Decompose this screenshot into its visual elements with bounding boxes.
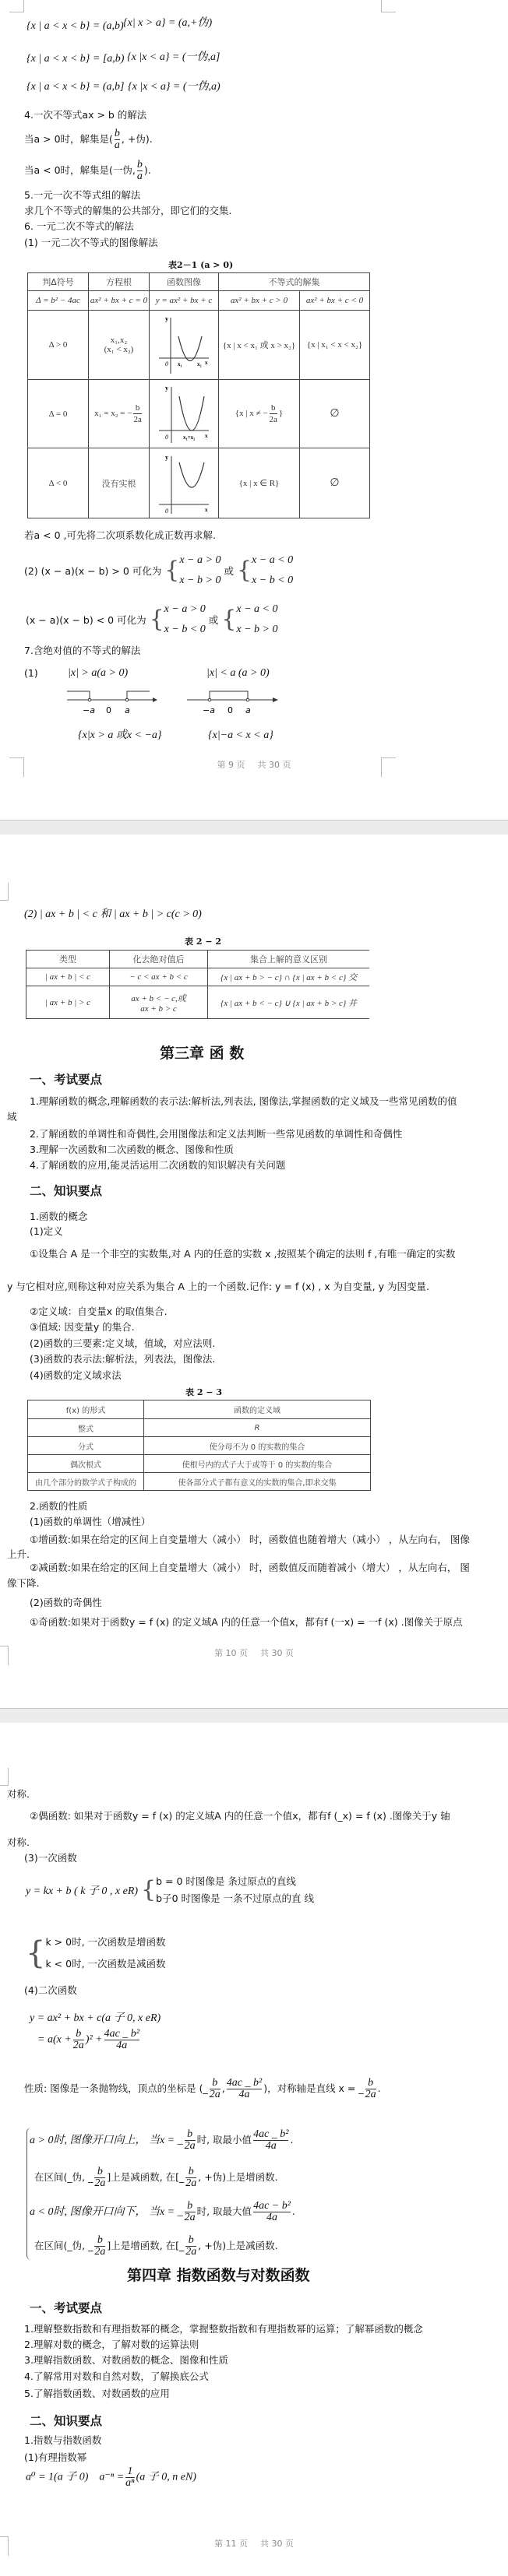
subheader-cell: ax² + bx + c > 0 bbox=[219, 291, 300, 311]
section-heading: 二、知识要点 bbox=[30, 2413, 103, 2428]
chapter-title: 第四章 指数函数与对数函数 bbox=[127, 2267, 310, 2284]
corner-mark bbox=[0, 1646, 9, 1665]
solution-line bbox=[24, 160, 151, 182]
subsection-title: (3)一次函数 bbox=[24, 1852, 77, 1864]
section-title: 4.一次不等式ax > b 的解法 bbox=[24, 109, 147, 121]
svg-text:a: a bbox=[125, 705, 130, 715]
subheader-cell: ax² + bx + c = 0 bbox=[89, 291, 150, 311]
meaning: {x | ax + b > − c} ∩ {x | ax + b < c} 交 bbox=[208, 968, 370, 986]
table-row bbox=[28, 311, 370, 380]
form: 偶次根式 bbox=[28, 1455, 144, 1473]
case-a-negative: a < 0时, 图像开口向下， 当x = _ $\frac{b}{2a}$ 时, 取最大值 $\frac{\text{4ac − b²}}{4a}$ . bbox=[30, 2200, 295, 2223]
header-cell: 方程根 bbox=[89, 273, 150, 291]
svg-text:y: y bbox=[165, 453, 168, 461]
type: | ax + b | < c bbox=[26, 968, 110, 986]
svg-text:x₁: x₁ bbox=[178, 361, 182, 367]
subsection-title: 1.指数与指数函数 bbox=[24, 2434, 102, 2446]
corner-mark bbox=[0, 1768, 9, 1786]
paragraph: 像下降. bbox=[7, 1577, 40, 1589]
delta-sign: Δ = 0 bbox=[28, 380, 89, 448]
set-formula: {x | a < x < b} = (a,b) bbox=[26, 20, 124, 32]
abs-form-title: (2) | ax + b | < c 和 | ax + b | > c(c > 0) bbox=[24, 908, 202, 920]
parabola-properties: 性质: 图像是一条抛物线，顶点的坐标是 (_ $\frac{b}{2a}$ , $\frac{\text{4ac \_ b²}}{4a}$ )，对称轴是直线 x = _ $\frac{b}{2a}$ . bbox=[24, 2077, 381, 2100]
list-item: 域 bbox=[7, 1111, 17, 1123]
paragraph: 若a < 0 ,可先将二次项系数化成正数再求解. bbox=[24, 529, 216, 541]
table-row bbox=[26, 986, 370, 1019]
subsection-title: (1) 一元二次不等式的图像解法 bbox=[24, 237, 158, 248]
paragraph: (2)函数的三要素:定义域，值域，对应法则. bbox=[30, 1337, 216, 1349]
svg-text:x: x bbox=[205, 360, 208, 366]
solution-lt: ∅ bbox=[300, 448, 370, 518]
set-formula: {x | a < x < b} = [a,b) bbox=[26, 53, 125, 65]
domain: R bbox=[144, 1419, 371, 1437]
section-title: 7.含绝对值的不等式的解法 bbox=[24, 645, 141, 656]
set-formula: {x| x > a} = (a,+伪) bbox=[123, 17, 213, 29]
table-row bbox=[28, 1455, 371, 1473]
abs-inequality-table bbox=[26, 950, 369, 1019]
table-row bbox=[28, 380, 370, 448]
parabola-curve bbox=[179, 396, 204, 431]
list-item: 4.了解常用对数和自然对数，了解换底公式 bbox=[24, 2370, 209, 2382]
header-cell: 判Δ符号 bbox=[28, 273, 89, 291]
case-a-negative-intervals: 在区间(_伪, _ $\frac{b}{2a}$ ]上是增函数, 在[_ $\frac{b}{2a}$ , +伪)上是减函数. bbox=[34, 2234, 278, 2258]
header-cell: f(x) 的形式 bbox=[28, 1400, 144, 1419]
corner-mark bbox=[0, 2536, 9, 2556]
list-item: 2.理解对数的概念，了解对数的运算法则 bbox=[24, 2339, 199, 2350]
set-formula: {x | a < x < b} = (a,b] bbox=[26, 81, 125, 93]
roots: x₁,x₂ (x₁ < x₂) bbox=[89, 311, 150, 380]
table-row bbox=[26, 968, 370, 986]
paragraph: (4)函数的定义域求法 bbox=[30, 1369, 122, 1381]
subheader-cell: y = ax² + bx + c bbox=[150, 291, 219, 311]
header-cell: 不等式的解集 bbox=[219, 273, 370, 291]
table-row bbox=[28, 1473, 371, 1491]
form: 分式 bbox=[28, 1437, 144, 1455]
paragraph: 求几个不等式的解集的公共部分，即它们的交集. bbox=[24, 205, 232, 216]
table-row bbox=[28, 448, 370, 518]
solution-gt: {x | x < x₁ 或 x > x₂} bbox=[219, 311, 300, 380]
case-a-positive: a > 0时, 图像开口向上， 当x = _ $\frac{b}{2a}$ 时, 取最小值 $\frac{\text{4ac \_ b²}}{4a}$ . bbox=[30, 2128, 294, 2152]
subsection-title: (1)有理指数幂 bbox=[24, 2451, 87, 2463]
section-heading: 二、知识要点 bbox=[30, 1183, 103, 1198]
page-gap bbox=[0, 820, 508, 835]
paragraph: 对称. bbox=[7, 1836, 30, 1848]
list-item: 3.理解一次函数和二次函数的概念、图像和性质 bbox=[30, 1144, 234, 1155]
solution-gt: {x | x ∈ R} bbox=[219, 448, 300, 518]
chapter-title: 第三章 函 数 bbox=[160, 1045, 245, 1062]
after: ax + b < − c,或 ax + b > c bbox=[110, 986, 208, 1019]
corner-mark bbox=[9, 757, 24, 777]
page-9 bbox=[0, 0, 508, 820]
parabola-curve bbox=[178, 336, 202, 361]
paragraph: ①设集合 A 是一个非空的实数集,对 A 内的任意的实数 x ,按照某个确定的法则 f ,有唯一确定的实数 bbox=[30, 1248, 456, 1260]
table-row bbox=[28, 1437, 371, 1455]
table-caption: 表 2 − 3 bbox=[185, 1387, 223, 1397]
subsection-title: 2.函数的性质 bbox=[30, 1500, 88, 1512]
corner-mark bbox=[0, 883, 9, 901]
product-gt-rule: (2) (x − a)(x − b) > 0 可化为 { x − a > 0 x − b > 0 或 { x − a < 0 x − b < 0 bbox=[24, 554, 294, 586]
svg-text:y: y bbox=[165, 315, 168, 322]
list-item: 3.理解指数函数、对数函数的概念、图像和性质 bbox=[24, 2354, 228, 2366]
corner-mark bbox=[381, 757, 396, 777]
fraction: $\frac{b}{a}$ bbox=[136, 159, 143, 182]
product-lt-rule: (x − a)(x − b) < 0 可化为 { x − a > 0 x − b < 0 或 { x − a < 0 x − b > 0 bbox=[26, 603, 278, 635]
svg-text:0: 0 bbox=[228, 705, 233, 715]
domain: 使根号内的式子大于或等于 0 的实数的集合 bbox=[144, 1455, 371, 1473]
svg-text:−a: −a bbox=[203, 705, 215, 715]
type: | ax + b | > c bbox=[26, 986, 110, 1019]
table-row bbox=[28, 1419, 371, 1437]
set-formula: {x |x < a} = (一伪,a] bbox=[127, 51, 220, 63]
quadratic-inequality-table bbox=[27, 272, 370, 518]
subsection-title: 1.函数的概念 bbox=[30, 1211, 88, 1222]
list-item: 5.了解指数函数、对数函数的应用 bbox=[24, 2388, 170, 2399]
case-a-positive-intervals: 在区间(_伪, _ $\frac{b}{2a}$ ]上是减函数, 在[_ $\frac{b}{2a}$ , +伪)上是增函数. bbox=[34, 2166, 278, 2189]
paragraph: ①奇函数:如果对于函数y = f (x) 的定义域A 内的任意一个值x，都有f (一x) = 一f (x) .图像关于原点 bbox=[30, 1616, 463, 1628]
paragraph: 上升. bbox=[7, 1548, 30, 1560]
paragraph: ②偶函数: 如果对于函数y = f (x) 的定义域A 内的任意一个值x，都有f (_x) = f (x) .图像关于y 轴 bbox=[30, 1810, 450, 1822]
domain-table bbox=[27, 1400, 371, 1491]
svg-text:0: 0 bbox=[165, 360, 168, 367]
subsection-title: (4)二次函数 bbox=[24, 1984, 77, 1996]
abs-gt-solution: {x|x > a 或x < −a} bbox=[78, 729, 162, 741]
header-cell: 化去绝对值后 bbox=[110, 951, 208, 968]
graph-cell bbox=[150, 380, 219, 448]
section-title: 5.一元一次不等式组的解法 bbox=[24, 189, 141, 201]
after: − c < ax + b < c bbox=[110, 968, 208, 986]
svg-text:y: y bbox=[165, 384, 168, 392]
subsection-title: (2)函数的奇偶性 bbox=[30, 1597, 102, 1608]
corner-mark bbox=[381, 0, 396, 12]
svg-text:x₁=x₂: x₁=x₂ bbox=[183, 434, 196, 441]
page-footer: 第 10 页 共 30 页 bbox=[214, 1648, 294, 1658]
parabola-one-root-graph bbox=[150, 381, 218, 448]
solution-lt: {x | x₁ < x < x₂} bbox=[300, 311, 370, 380]
text: 当a > 0时，解集是( bbox=[24, 133, 113, 145]
text: 当a < 0时，解集是(一伪, bbox=[24, 164, 136, 176]
page-footer: 第 11 页 共 30 页 bbox=[214, 2539, 294, 2549]
roots: 没有实根 bbox=[89, 448, 150, 518]
abs-lt-title: |x| < a (a > 0) bbox=[206, 667, 270, 679]
page-11 bbox=[0, 1723, 508, 2576]
subheader-cell: Δ = b² − 4ac bbox=[28, 291, 89, 311]
list-item: 4.了解函数的应用,能灵活运用二次函数的知识解决有关问题 bbox=[30, 1159, 286, 1171]
paragraph: y 与它相对应,则称这种对应关系为集合 A 上的一个函数.记作: y = f (x) , x 为自变量, y 为因变量. bbox=[7, 1281, 429, 1292]
delta-sign: Δ > 0 bbox=[28, 311, 89, 380]
form: 由几个部分的数学式子构成的 bbox=[28, 1473, 144, 1491]
section-title: 6. 一元二次不等式的解法 bbox=[24, 220, 134, 232]
header-cell: 函数的定义域 bbox=[144, 1400, 371, 1419]
subheader-cell: ax² + bx + c < 0 bbox=[300, 291, 370, 311]
table-caption: 表2－1 (a > 0) bbox=[168, 260, 234, 270]
header-cell: 类型 bbox=[26, 951, 110, 968]
list-item: 1.理解函数的概念,理解函数的表示法:解析法,列表法, 图像法,掌握函数的定义域及一些常见函数的值 bbox=[30, 1095, 457, 1107]
number-line-abs-lt bbox=[187, 688, 280, 719]
svg-text:a: a bbox=[245, 705, 251, 715]
parabola-curve bbox=[179, 462, 204, 487]
solution-line bbox=[24, 128, 153, 151]
paragraph: ②减函数:如果在给定的区间上自变量增大（减小） 时，函数值反而随着减小（增大） ，从左向右， 图 bbox=[30, 1562, 470, 1573]
corner-mark bbox=[9, 0, 24, 12]
roots: x₁ = x₂ = − $\frac{b}{2a}$ bbox=[89, 380, 150, 448]
fraction: $\frac{b}{a}$ bbox=[114, 128, 120, 151]
graph-cell bbox=[150, 448, 219, 518]
section-heading: 一、考试要点 bbox=[30, 2300, 103, 2315]
page-footer: 第 9 页 共 30 页 bbox=[217, 760, 291, 770]
svg-text:0: 0 bbox=[165, 433, 168, 441]
paragraph: 对称. bbox=[7, 1788, 30, 1800]
solution-lt: ∅ bbox=[300, 380, 370, 448]
svg-text:0: 0 bbox=[165, 507, 168, 515]
exponent-rules: a⁰ = 1(a 子 0) a⁻ⁿ = $\frac{1}{\text{aⁿ}}$ (a 子 0, n eN) bbox=[26, 2465, 196, 2489]
slope-cases: { k > 0时, 一次函数是增函数 k < 0时, 一次函数是减函数 bbox=[26, 1935, 166, 1971]
section-heading: 一、考试要点 bbox=[30, 1072, 103, 1087]
svg-text:x₂: x₂ bbox=[197, 361, 202, 367]
text: , +伪). bbox=[121, 133, 153, 145]
svg-text:x: x bbox=[205, 506, 208, 513]
list-item: 1.理解整数指数和有理指数幂的概念，掌握整数指数和有理指数幂的运算；了解幂函数的概念 bbox=[24, 2323, 423, 2335]
page-gap bbox=[0, 1708, 508, 1724]
paragraph: ①增函数:如果在给定的区间上自变量增大（减小） 时，函数值也随着增大（减小） ，从左向右， 图像 bbox=[30, 1534, 470, 1545]
form: 整式 bbox=[28, 1419, 144, 1437]
set-formula: {x |x < a} = (一伪,a) bbox=[128, 81, 220, 93]
header-cell: 集合上解的意义区别 bbox=[208, 951, 370, 968]
parabola-no-root-graph bbox=[150, 450, 218, 517]
meaning: {x | ax + b < − c} ∪ {x | ax + b > c} 并 bbox=[208, 986, 370, 1019]
svg-text:−a: −a bbox=[83, 705, 95, 715]
text: ). bbox=[143, 164, 151, 176]
header-cell: 函数图像 bbox=[150, 273, 219, 291]
domain: 使各部分式子都有意义的实数的集合,即求交集 bbox=[144, 1473, 371, 1491]
abs-gt-title: |x| > a(a > 0) bbox=[68, 667, 129, 679]
item-label: (1) bbox=[24, 667, 38, 679]
page-10 bbox=[0, 835, 508, 1708]
subsection-title: (1)定义 bbox=[30, 1225, 63, 1237]
subsection-title: (1)函数的单调性（增减性） bbox=[30, 1516, 151, 1527]
svg-text:0: 0 bbox=[106, 705, 111, 715]
table-caption: 表 2 − 2 bbox=[185, 937, 222, 947]
paragraph: ②定义域：自变量x 的取值集合. bbox=[30, 1306, 168, 1317]
delta-sign: Δ < 0 bbox=[28, 448, 89, 518]
svg-text:x: x bbox=[205, 432, 208, 439]
paragraph: ③值域: 因变量y 的集合. bbox=[30, 1321, 135, 1333]
paragraph: (3)函数的表示法:解析法，列表法，图像法. bbox=[30, 1353, 216, 1365]
solution-gt: {x | x ≠ − $\frac{b}{2a}$ } bbox=[219, 380, 300, 448]
quadratic-eq: y = ax² + bx + c(a 子 0, x eR) bbox=[30, 2012, 161, 2024]
number-line-abs-gt bbox=[65, 688, 159, 719]
quadratic-vertex-form: = a(x + $\frac{b}{2a}$ )² + $\frac{\text{4ac \_ b²}}{4a}$ bbox=[37, 2028, 140, 2051]
domain: 使分母不为 0 的实数的集合 bbox=[144, 1437, 371, 1455]
list-item: 2.了解函数的单调性和奇偶性,会用图像法和定义法判断一些常见函数的单调性和奇偶性 bbox=[30, 1128, 403, 1140]
linear-function: y = kx + b ( k 子 0 , x eR) { b = 0 时图像是 条过原点的直线 b子0 时图像是 一条不过原点的直 线 bbox=[26, 1875, 314, 1904]
graph-cell bbox=[150, 311, 219, 380]
abs-lt-solution: {x|−a < x < a} bbox=[208, 729, 273, 741]
parabola-two-roots-graph bbox=[150, 311, 218, 378]
